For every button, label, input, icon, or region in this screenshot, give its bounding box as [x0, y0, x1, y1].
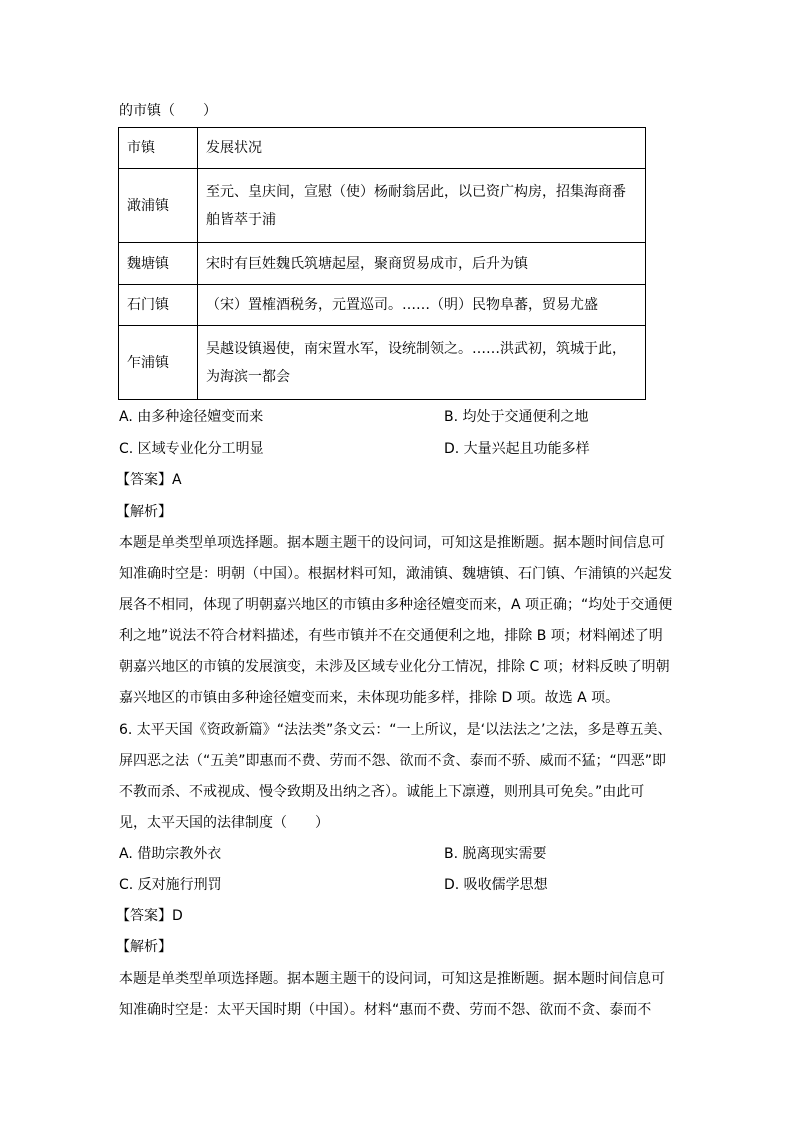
option-d: D. 大量兴起且功能多样 [444, 441, 590, 457]
status-cell [198, 326, 646, 400]
town-cell: 石门镇 [119, 285, 198, 326]
analysis-line: 朝嘉兴地区的市镇的发展演变，未涉及区域专业化分工情况，排除 C 项；材料反映了明朝 [119, 659, 670, 675]
header-cell-status: 发展状况 [198, 128, 646, 169]
option-b: B. 均处于交通便利之地 [444, 409, 589, 425]
option-d: D. 吸收儒学思想 [444, 877, 548, 893]
town-cell: 澉浦镇 [119, 169, 198, 243]
status-line: 舶皆萃于浦 [206, 211, 276, 228]
analysis-line: 本题是单类型单项选择题。据本题主题干的设问词，可知这是推断题。据本题时间信息可 [119, 535, 665, 551]
table-row [119, 326, 646, 400]
table-header-row [119, 128, 646, 169]
analysis-line: 本题是单类型单项选择题。据本题主题干的设问词，可知这是推断题。据本题时间信息可 [119, 971, 665, 987]
status-cell: （宋）置榷酒税务，元置巡司。……（明）民物阜蕃，贸易尤盛 [198, 285, 646, 326]
option-b: B. 脱离现实需要 [444, 846, 547, 862]
option-a: A. 借助宗教外衣 [119, 846, 222, 862]
analysis-line: 知准确时空是：明朝（中国）。根据材料可知，澉浦镇、魏塘镇、石门镇、乍浦镇的兴起发 [119, 566, 672, 582]
answer-label: 【答案】D [116, 908, 183, 924]
question-stem-line: 屏四恶之法（“五美”即惠而不费、劳而不怨、欲而不贪、泰而不骄、威而不猛；“四恶”即 [119, 753, 667, 769]
analysis-line: 利之地”说法不符合材料描述，有些市镇并不在交通便利之地，排除 B 项；材料阐述了明 [119, 628, 663, 644]
town-cell: 乍浦镇 [119, 326, 198, 400]
option-c: C. 区域专业化分工明显 [119, 441, 264, 457]
answer-label: 【答案】A [116, 472, 182, 488]
question-intro: 的市镇（ ） [119, 103, 217, 119]
analysis-line: 知准确时空是：太平天国时期（中国）。材料“惠而不费、劳而不怨、欲而不贪、泰而不 [119, 1002, 652, 1018]
analysis-label: 【解析】 [116, 504, 172, 520]
analysis-line: 嘉兴地区的市镇由多种途径嬗变而来，未体现功能多样，排除 D 项。故选 A 项。 [119, 690, 620, 706]
table-row [119, 169, 646, 243]
question-stem-line: 不教而杀、不戒视成、慢令致期及出纳之吝）。诚能上下凛遵，则刑具可免矣。”由此可 [119, 784, 645, 800]
header-cell-town: 市镇 [119, 128, 198, 169]
analysis-line: 展各不相同，体现了明朝嘉兴地区的市镇由多种途径嬗变而来，A 项正确；“均处于交通便 [119, 597, 673, 613]
option-c: C. 反对施行刑罚 [119, 877, 222, 893]
status-cell [198, 169, 646, 243]
status-cell: 宋时有巨姓魏氏筑塘起屋，聚商贸易成市，后升为镇 [198, 243, 646, 285]
question-stem-line: 见，太平天国的法律制度（ ） [119, 815, 329, 831]
analysis-label: 【解析】 [116, 939, 172, 955]
table-row [119, 285, 646, 326]
table-row [119, 243, 646, 285]
town-cell: 魏塘镇 [119, 243, 198, 285]
question-stem-line: 6. 太平天国《资政新篇》“法法类”条文云：“一上所议，是‘以法法之’之法，多是尊五美、 [119, 722, 672, 738]
status-line: 至元、皇庆间，宣慰（使）杨耐翁居此，以已资广构房，招集海商番 [206, 183, 626, 200]
market-town-table [118, 127, 646, 400]
status-line: 为海滨一都会 [206, 368, 290, 385]
option-a: A. 由多种途径嬗变而来 [119, 409, 264, 425]
status-line: 吴越设镇遏使，南宋置水军，设统制领之。……洪武初，筑城于此， [206, 340, 626, 357]
